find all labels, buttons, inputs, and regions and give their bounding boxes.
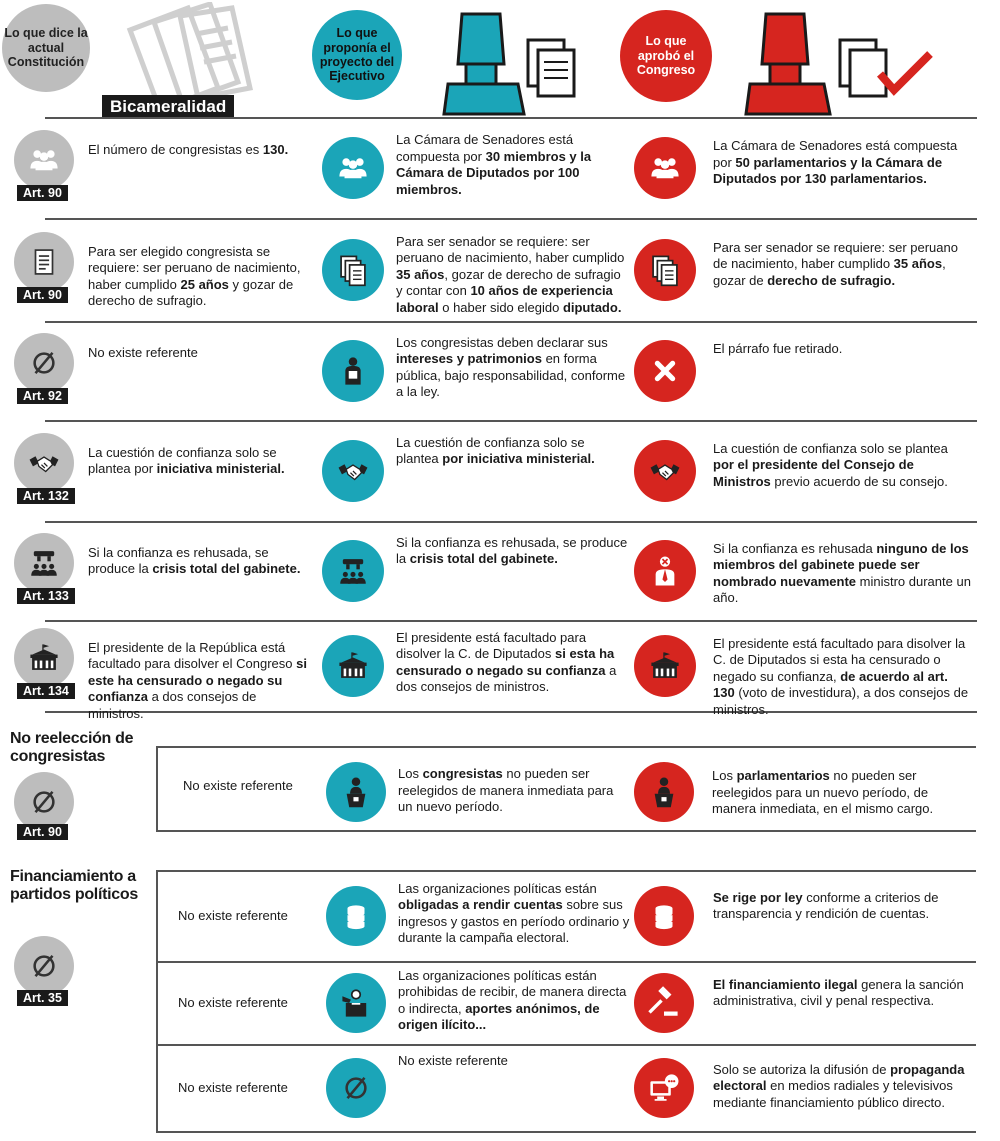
article-badge: Art. 133 [17,588,75,604]
documents-stack-icon [648,253,682,287]
row-text-cong: El párrafo fue retirado. [713,340,843,356]
row-text-cong: El financiamiento ilegal genera la sanción administrativa, civil y penal respectiva. [713,976,964,1008]
empty-set-icon [27,949,61,983]
podium-icon [647,775,681,809]
row-text-cong: Se rige por ley conforme a criterios de transparencia y rendición de cuentas. [713,889,939,921]
cabinet-icon [336,554,370,588]
cabinet-icon [27,546,61,580]
row-divider [45,420,977,422]
empty-set-icon [27,785,61,819]
header-congreso: Lo que aprobó el Congreso [620,10,712,102]
row-text-ejec: La Cámara de Senadores está compuesta por 30 miembros y la Cámara de Diputados por 100 miembros. [396,132,592,197]
row-text-const: Para ser elegido congresista se requiere: ser peruano de nacimiento, haber cumplido 25 años y gozar de derecho de sufragio. [88,243,301,308]
row-divider [45,218,977,220]
people-group-icon [27,143,61,177]
row-icon-ejec [326,1058,386,1118]
row-icon-cong [634,239,696,301]
banner-bicameralidad: Bicameralidad [102,95,234,119]
monitor-chat-icon [647,1071,681,1105]
minister-removed-icon [648,554,682,588]
row-divider [45,620,977,622]
row-text-ejec: El presidente está facultado para disolver la C. de Diputados si esta ha censurado o negado su confianza a dos consejos de ministros. [396,629,617,694]
documents-stack-icon [336,253,370,287]
podium-icon [339,775,373,809]
row-icon-ejec [322,137,384,199]
handshake-icon [27,446,61,480]
row-icon-ejec [326,886,386,946]
coins-icon [647,899,681,933]
row-icon-cong [634,762,694,822]
people-group-icon [336,151,370,185]
article-badge: Art. 90 [17,287,68,303]
row-icon-cong [634,137,696,199]
section-title-financiamiento: Financiamiento a partidos políticos [10,868,138,903]
congress-building-icon [27,641,61,675]
row-text-cong: El presidente está facultado para disolver la C. de Diputados si esta ha censurado o negado su confianza, de acuerdo al art. 130 (voto de investidura), a dos consejos de ministros. [713,635,969,717]
article-badge: Art. 134 [17,683,75,699]
row-text-const: Si la confianza es rehusada, se produce la crisis total del gabinete. [88,544,301,576]
row-icon-const [14,130,74,190]
article-badge: Art. 90 [17,185,68,201]
row-icon-const [14,533,74,593]
handshake-icon [336,454,370,488]
row-text-cong: Solo se autoriza la difusión de propaganda electoral en medios radiales y televisivos mediante financiamiento público directo. [713,1061,965,1110]
article-badge: Art. 92 [17,388,68,404]
row-icon-const [14,333,74,393]
section-icon-financiamiento [14,936,74,996]
row-icon-cong [634,540,696,602]
row-text-ejec: La cuestión de confianza solo se plantea por iniciativa ministerial. [396,434,595,466]
row-icon-ejec [322,540,384,602]
section-title-reeleccion: No reelección de congresistas [10,730,134,765]
row-text-cong: La cuestión de confianza solo se plantea por el presidente del Consejo de Ministros previo acuerdo de su consejo. [713,440,948,489]
no-referente-text: No existe referente [178,1079,288,1095]
official-person-icon [336,354,370,388]
article-badge: Art. 132 [17,488,75,504]
empty-set-icon [339,1071,373,1105]
row-icon-cong [634,440,696,502]
row-icon-ejec [322,440,384,502]
congress-building-icon [648,649,682,683]
row-icon-const [14,232,74,292]
row-text-const: No existe referente [88,344,198,360]
article-badge: Art. 35 [17,990,68,1006]
empty-set-icon [27,346,61,380]
row-text-cong: Si la confianza es rehusada ninguno de los miembros del gabinete puede ser nombrado nuevamente ministro durante un año. [713,540,971,605]
row-text-ejec: No existe referente [398,1052,508,1068]
article-badge: Art. 90 [17,824,68,840]
row-text-ejec: Las organizaciones políticas están obligadas a rendir cuentas sobre sus ingresos y gastos en período ordinario y durante la campaña electoral. [398,880,630,945]
document-icon [27,245,61,279]
no-referente-text: No existe referente [178,907,288,923]
row-icon-cong [634,886,694,946]
congress-approval-illustration-icon [744,4,940,116]
row-text-cong: La Cámara de Senadores está compuesta por 50 parlamentarios y la Cámara de Diputados por 130 parlamentarios. [713,138,958,186]
congress-building-icon [336,649,370,683]
row-text-ejec: Los congresistas no pueden ser reelegidos de manera inmediata para un nuevo período. [398,766,614,814]
header-constitution: Lo que dice la actual Constitución [2,4,90,92]
row-text-const: El presidente de la República está facultado para disolver el Congreso si este ha censurado o negado su confianza a dos consejos de ministros. [88,639,307,721]
row-text-cong: Para ser senador se requiere: ser peruano de nacimiento, haber cumplido 35 años, gozar de derecho de sufragio. [713,239,958,288]
header-ejecutivo: Lo que proponía el proyecto del Ejecutivo [312,10,402,100]
x-mark-icon [648,354,682,388]
row-icon-ejec [326,973,386,1033]
executive-figure-illustration-icon [440,4,580,116]
no-referente-text: No existe referente [178,994,288,1010]
row-icon-const [14,772,74,832]
row-divider [45,321,977,323]
people-group-icon [648,151,682,185]
gavel-icon [647,986,681,1020]
row-icon-const [14,628,74,688]
row-icon-cong [634,340,696,402]
row-icon-ejec [322,635,384,697]
row-text-cong: Los parlamentarios no pueden ser reelegidos para un nuevo período, de manera inmediata, en el mismo cargo. [712,768,934,816]
no-referente-text: No existe referente [183,778,293,793]
row-icon-cong [634,1058,694,1118]
row-text-ejec: Las organizaciones políticas están prohibidas de recibir, de manera directa o indirecta, aportes anónimos, de origen ilícito... [398,967,627,1032]
row-icon-ejec [326,762,386,822]
row-text-ejec: Si la confianza es rehusada, se produce la crisis total del gabinete. [396,534,628,566]
row-icon-cong [634,973,694,1033]
coins-icon [339,899,373,933]
row-icon-ejec [322,239,384,301]
row-icon-const [14,433,74,493]
row-text-ejec: Para ser senador se requiere: ser peruano de nacimiento, haber cumplido 35 años, gozar de derecho de sufragio y contar con 10 años de experiencia laboral o haber sido elegido diputado. [396,233,625,315]
row-icon-ejec [322,340,384,402]
row-text-const: El número de congresistas es 130. [88,142,289,157]
row-divider [45,521,977,523]
row-text-ejec: Los congresistas deben declarar sus intereses y patrimonios en forma pública, bajo responsabilidad, conforme a la ley. [396,334,626,399]
row-text-const: La cuestión de confianza solo se plantea por iniciativa ministerial. [88,444,285,476]
donation-box-icon [339,986,373,1020]
row-icon-cong [634,635,696,697]
handshake-icon [648,454,682,488]
